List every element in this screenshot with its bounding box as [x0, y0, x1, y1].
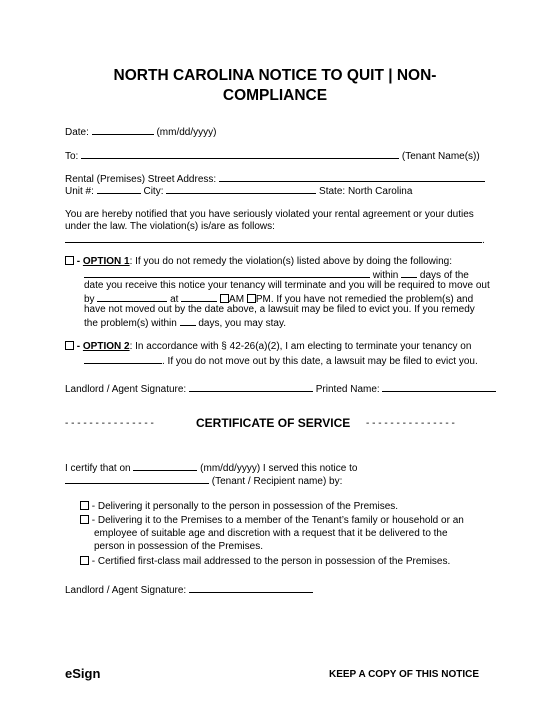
tenant-names-caption: (Tenant Name(s)) [401, 151, 480, 162]
days-field[interactable] [401, 268, 417, 278]
notice-line-1: You are hereby notified that you have seriously violated your rental agreement or your duties [65, 209, 474, 220]
signature2-field[interactable] [189, 583, 313, 593]
pm-checkbox[interactable] [247, 294, 256, 303]
notice-line-2: under the law. The violation(s) is/are as follows: [65, 221, 275, 232]
delivery-premises-line-3: person in possession of the Premises. [94, 541, 263, 552]
remedy-days-field[interactable] [180, 316, 196, 326]
esign-logo: eSign [65, 666, 101, 681]
delivery-personal-checkbox[interactable] [80, 501, 89, 510]
date-format: (mm/dd/yyyy) [156, 127, 217, 138]
option2-line-2 [84, 354, 478, 367]
city-field[interactable] [166, 184, 316, 194]
delivery-premises [80, 515, 464, 526]
state-label: State: North Carolina [319, 186, 413, 197]
terminate-date-field[interactable] [84, 354, 162, 364]
days-of-text: days of the [419, 270, 469, 281]
recipient-caption: (Tenant / Recipient name) by: [211, 476, 343, 487]
signature-field[interactable] [189, 382, 313, 392]
delivery-premises-checkbox[interactable] [80, 515, 89, 524]
delivery-mail-text: - Certified first-class mail addressed to the person in possession of the Premises. [91, 556, 451, 567]
served-text: (mm/dd/yyyy) I served this notice to [200, 463, 358, 474]
cert-dashes-left: - - - - - - - - - - - - - - - [65, 418, 154, 429]
signature-row [65, 382, 496, 395]
certify-text: I certify that on [65, 463, 131, 474]
recipient-field[interactable] [65, 474, 209, 484]
option2-text: : In accordance with § 42-26(a)(2), I am electing to terminate your tenancy on [129, 341, 472, 352]
date-row [65, 125, 216, 138]
service-date-field[interactable] [133, 461, 197, 471]
tenant-name-field[interactable] [81, 149, 399, 159]
option2-checkbox[interactable] [65, 341, 74, 350]
certify-line-2 [65, 474, 342, 487]
certify-line-1 [65, 461, 357, 474]
delivery-premises-line-2: employee of suitable age and discretion with a request that it be delivered to the [94, 528, 448, 539]
am-label: AM [229, 294, 245, 305]
within-text: within [372, 270, 399, 281]
am-checkbox[interactable] [220, 294, 229, 303]
option2-dash: - [76, 341, 81, 352]
to-label: To: [65, 151, 79, 162]
violation-field[interactable] [65, 233, 482, 243]
by-text: by [84, 294, 95, 305]
option1-line-6 [84, 316, 286, 329]
delivery-personal-text: - Delivering it personally to the person in possession of the Premises. [91, 501, 399, 512]
delivery-premises-text: - Delivering it to the Premises to a member of the Tenant’s family or household or an [91, 515, 464, 526]
option1-line-1 [65, 256, 452, 267]
cert-dashes-right: - - - - - - - - - - - - - - - [366, 418, 455, 429]
city-label: City: [143, 186, 164, 197]
signature-label: Landlord / Agent Signature: [65, 384, 187, 395]
option2-line-1 [65, 341, 471, 352]
street-address-field[interactable] [219, 172, 485, 182]
printed-name-field[interactable] [382, 382, 496, 392]
remedy-field[interactable] [84, 268, 370, 278]
date-field[interactable] [92, 125, 154, 135]
unit-label: Unit #: [65, 186, 94, 197]
remedy-within-text: the problem(s) within [84, 318, 177, 329]
document-title: NORTH CAROLINA NOTICE TO QUIT | NON-COMPLIANCE [113, 67, 437, 104]
option1-text: : If you do not remedy the violation(s) listed above by doing the following: [129, 256, 453, 267]
option1-checkbox[interactable] [65, 256, 74, 265]
option2-text-2: . If you do not move out by this date, a lawsuit may be filed to evict you. [162, 356, 478, 367]
delivery-personal [80, 501, 398, 512]
footer-note: KEEP A COPY OF THIS NOTICE [329, 669, 480, 680]
option1-line-5: have not moved out by the date above, a lawsuit may be filed to evict you. If you remedy [84, 304, 475, 315]
option1-dash: - [76, 256, 81, 267]
street-label: Rental (Premises) Street Address: [65, 174, 217, 185]
printed-name-label: Printed Name: [315, 384, 380, 395]
signature2-label: Landlord / Agent Signature: [65, 585, 187, 596]
to-row [65, 149, 480, 162]
unit-field[interactable] [97, 184, 141, 194]
at-text: at [170, 294, 179, 305]
delivery-mail [80, 556, 450, 567]
time-field[interactable] [181, 292, 217, 302]
delivery-mail-checkbox[interactable] [80, 556, 89, 565]
pm-text: PM. If you have not remedied the problem(s) and [255, 294, 474, 305]
may-stay-text: days, you may stay. [198, 318, 287, 329]
certificate-title: CERTIFICATE OF SERVICE [196, 416, 351, 430]
option1-line-3: date you receive this notice your tenancy will terminate and you will be required to move out [84, 280, 490, 291]
unit-city-row [65, 184, 412, 197]
date-label: Date: [65, 127, 89, 138]
move-out-date-field[interactable] [97, 292, 167, 302]
signature2-row [65, 583, 313, 596]
option2-label: OPTION 2 [82, 341, 130, 352]
option1-label: OPTION 1 [82, 256, 130, 267]
violation-row: . [65, 233, 485, 246]
